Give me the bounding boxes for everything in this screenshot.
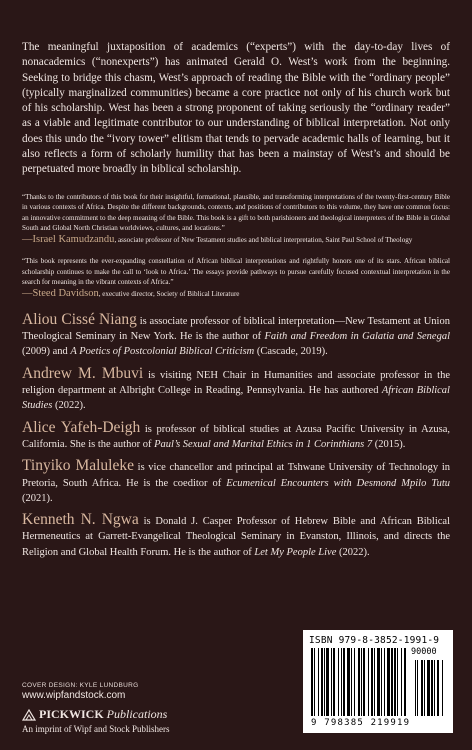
editor-bios: [22, 312, 450, 560]
bio-mbuvi: Andrew M. Mbuvi is visiting NEH Chair in Humanities and associate professor in the religion department at Albright College in Reading, Pennsylvania. He has authored African Biblical Studies (2022).: [22, 364, 450, 412]
endorser-title: , associate professor of New Testament studies and biblical interpretation, Saint Paul School of Theology: [114, 236, 413, 245]
bio-name: Kenneth N. Ngwa: [22, 511, 139, 529]
endorsement-attribution-2: —Steed Davidson, executive director, Society of Biblical Literature: [22, 287, 240, 299]
isbn-text: ISBN 979-8-3852-1991-9: [309, 635, 440, 646]
bio-maluleke: Tinyiko Maluleke is vice chancellor and principal at Tshwane University of Technology in Pretoria, South Africa. He is the coeditor of Ecumenical Encounters with Desmond Mpilo Tutu (2021).: [22, 457, 450, 504]
intro-paragraph: The meaningful juxtaposition of academics (“experts”) with the day-to-day lives of nonacademics (“nonexperts”) has animated Gerald O. West’s work from the beginning. Seeking to bridge this chasm, West’s approach of reading the Bible with the “ordinary people” (typically marginalized communities) became a core practice not only of his church work but of his scholarship. West has been a strong proponent of taking seriously the “ordinary reader” as a viable and legitimate contributor to our understanding of biblical interpretation. Not only does this undo the “ivory tower” elitism that tends to pervade academic halls of learning, but it also reflects a form of scholarly humility that has been a mainstay of West’s and should be perpetuated more broadly in biblical scholarship.: [22, 41, 450, 176]
endorsement-attribution-1: —Israel Kamudzandu, associate professor of New Testament studies and biblical interpretation, Saint Paul School of Theology: [22, 234, 413, 246]
endorsement-quote-1: “Thanks to the contributors of this book for their insightful, formational, plausible, and transforming interpretations of the twenty-first-century Bible in various contexts of Africa. Despite the different backgrounds, contexts, and positions of contributors to this volume, they have one common focus: an innovative commitment to the deep meaning of the Bible. This book is a gift to both parishioners and theological interpreters of the Bible in Global South and Global North Christian worldviews, cultures, and locations.”: [22, 192, 450, 233]
cover-design-credit: COVER DESIGN: KYLE LUNDBURG: [22, 682, 139, 689]
endorser-name: Steed Davidson: [32, 287, 99, 299]
bio-ngwa: Kenneth N. Ngwa is Donald J. Casper Professor of Hebrew Bible and African Biblical Hermeneutics at Garrett-Evangelical Theological Seminary in Evanston, Illinois, and directs the Religion and Global Health Forum. He is the author of Let My People Live (2022).: [22, 511, 450, 558]
isbn-barcode: [303, 630, 453, 733]
endorser-name: Israel Kamudzandu: [32, 234, 115, 246]
publisher-footer: [22, 682, 169, 734]
publisher-name: PICKWICK Publications: [39, 707, 168, 721]
bio-name: Alice Yafeh-Deigh: [22, 418, 141, 436]
barcode-digits: 9 798385 219919: [311, 718, 411, 728]
bio-yafeh-deigh: Alice Yafeh-Deigh is professor of biblical studies at Azusa Pacific University in Azusa, California. She is the author of Paul’s Sexual and Marital Ethics in 1 Corinthians 7 (2015).: [22, 418, 450, 450]
price-addon: 90000: [411, 647, 437, 657]
imprint-line: An imprint of Wipf and Stock Publishers: [22, 724, 170, 734]
bio-name: Andrew M. Mbuvi: [22, 364, 144, 382]
barcode-bars-icon: [311, 648, 445, 716]
endorsement-quote-2: “This book represents the ever-expanding constellation of African biblical interpretations and rightfully honors one of its stars. African biblical scholarship continues to make the call to ‘look to Africa.’ The essays provide pathways to pursue carefully focused contextual interpretation in the search for meaning in the vibrant contexts of Africa.”: [22, 257, 450, 287]
publisher-line: [22, 707, 169, 722]
publisher-url: www.wipfandstock.com: [22, 690, 126, 701]
bio-name: Tinyiko Maluleke: [22, 457, 134, 475]
endorser-title: , executive director, Society of Biblical Literature: [98, 289, 240, 298]
bio-niang: Aliou Cissé Niang is associate professor of biblical interpretation—New Testament at Union Theological Seminary in New York. He is the author of Faith and Freedom in Galatia and Senegal (2009) and A Poetics of Postcolonial Biblical Criticism (Cascade, 2019).: [22, 310, 450, 358]
bio-name: Aliou Cissé Niang: [22, 310, 137, 328]
pickwick-logo-icon: [22, 709, 36, 721]
